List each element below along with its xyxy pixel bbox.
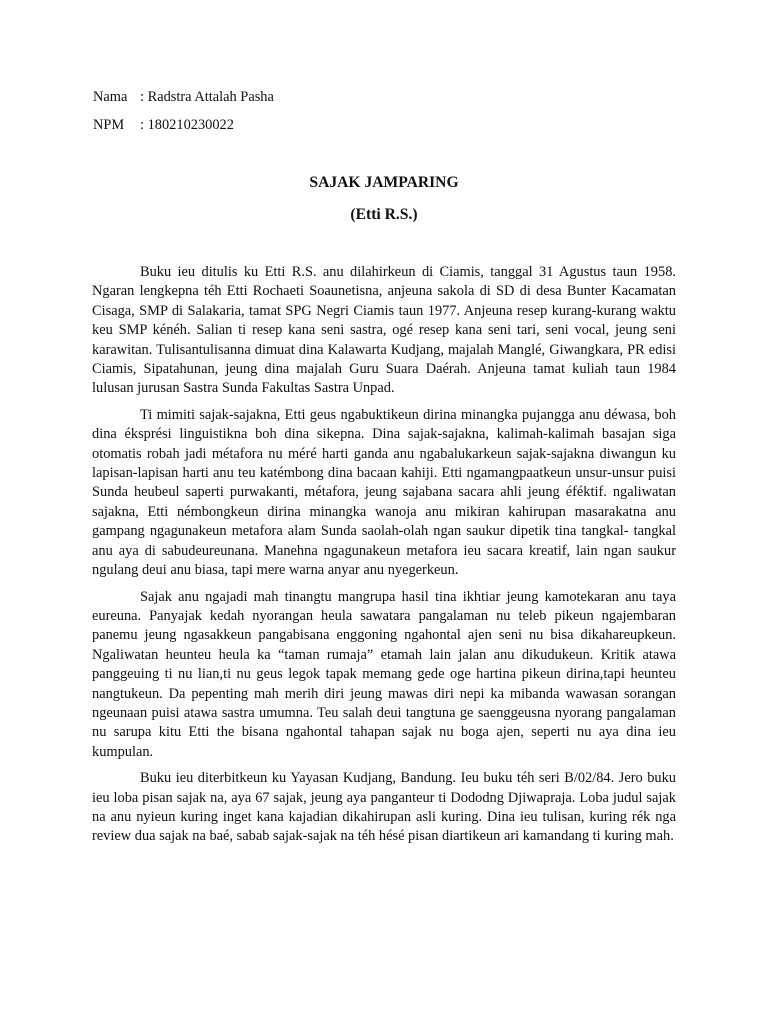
- name-label: Nama: [93, 89, 128, 105]
- name-value: : Radstra Attalah Pasha: [140, 89, 274, 105]
- npm-field: [93, 116, 234, 134]
- paragraph: Sajak anu ngajadi mah tinangtu mangrupa hasil tina ikhtiar jeung kamotekaran anu taya eureuna. Panyajak kedah nyorangan heula sawatara pangalaman nu teleb pikeun ngajembaran panemu jeung ngasakkeun pangabisana enggoning ngahontal ajen seni nu bisa dikahareupkeun. Ngaliwatan heunteu heula ka “taman rumaja” etamah lain jalan anu dikudukeun. Kritik atawa panggeuing ti nu lian,ti nu geus legok tapak memang gede oge hartina pikeun dirina,tapi heunteu nangtukeun. Da pepenting mah merih diri jeung mawas diri nepi ka mibanda wawasan sorangan ngeunaan puisi atawa sastra umumna. Teu salah deui tangtuna ge saenggeusna nyorang pangalaman nu sarupa kitu Etti the bisana ngahontal tahapan sajak nu boga ajen, seperti nu aya dina ieu kumpulan.: [92, 588, 676, 760]
- paragraph: Buku ieu ditulis ku Etti R.S. anu dilahirkeun di Ciamis, tanggal 31 Agustus taun 1958. Ngaran lengkepna téh Etti Rochaeti Soaunetisna, anjeuna sakola di SD di desa Bunter Kacamatan Cisaga, SMP di Salakaria, tamat SPG Negri Ciamis taun 1977. Anjeuna resep kurang-kurang waktu keu SMP kénéh. Salian ti resep kana seni sastra, ogé resep kana seni tari, seni vocal, jeung seni karawitan. Tulisantulisanna dimuat dina Kalawarta Kudjang, majalah Manglé, Giwangkara, PR edisi Ciamis, Sipatahunan, jeung dina majalah Guru Suara Daérah. Anjeuna tamat kuliah taun 1984 lulusan jurusan Sastra Sunda Fakultas Sastra Unpad.: [92, 264, 676, 397]
- body-text: [92, 263, 676, 854]
- paragraph: Ti mimiti sajak-sajakna, Etti geus ngabuktikeun dirina minangka pujangga anu déwasa, boh dina éksprési linguistikna boh dina sikepna. Dina sajak-sajakna, kalimah-kalimah basajan siga otomatis robah jadi métafora nu méré harti ganda anu ngabalukarkeun sajak-sajakna diwangun ku lapisan-lapisan harti anu teu katémbong dina bacaan kahiji. Etti ngamangpaatkeun unsur-unsur puisi Sunda heubeul saperti purwakanti, métafora, jeung sajabana sacara ahli jeung éféktif. ngaliwatan sajakna, Etti némbongkeun dirina minangka wanoja anu mikiran kahirupan masarakatna anu gampang ngagunakeun metafora alam Sunda saolah-olah ngan saukur dipetik tina tangkal- tangkal anu aya di sabudeureunana. Manehna ngagunakeun metafora ieu sacara kreatif, lain ngan saukur ngulang deui anu biasa, tapi mere warna anyar anu nyegerkeun.: [92, 406, 676, 579]
- name-field: [93, 88, 274, 106]
- document-title: SAJAK JAMPARING: [309, 174, 459, 191]
- document-author: (Etti R.S.): [350, 206, 418, 223]
- paragraph: Buku ieu diterbitkeun ku Yayasan Kudjang, Bandung. Ieu buku téh seri B/02/84. Jero buku ieu loba pisan sajak na, aya 67 sajak, jeung aya panganteur ti Dododng Djiwapraja. Loba judul sajak na anu nyieun kuring inget kana kajadian dikahirupan asli kuring. Dina ieu tulisan, kuring rék nga review dua sajak na baé, sabab sajak-sajak na téh hésé pisan diartikeun ari kamandang ti kuring mah.: [92, 770, 676, 845]
- npm-label: NPM: [93, 117, 125, 133]
- npm-value: : 180210230022: [140, 117, 234, 133]
